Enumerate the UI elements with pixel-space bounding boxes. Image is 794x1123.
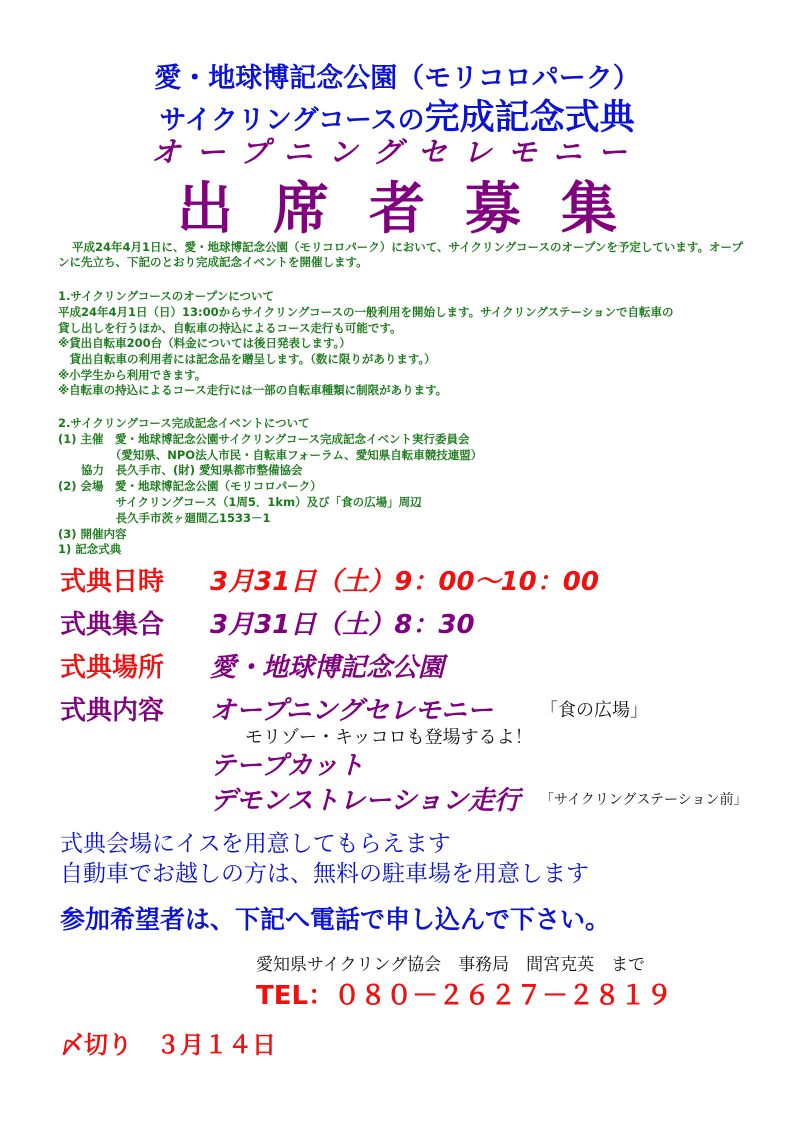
title-line-2-emphasis: 完成記念式典 — [424, 98, 635, 138]
section1-line: ※小学生から利用できます。 — [58, 368, 207, 382]
notice-chairs: 式典会場にイスを用意してもらえます — [60, 831, 451, 857]
content-item-opening-note: 「食の広場」 — [540, 700, 648, 721]
content-label: 式典内容 — [60, 696, 165, 726]
content-item-tapecut: テープカット — [210, 751, 365, 781]
section2-line: 1) 記念式典 — [58, 542, 122, 556]
page-title: 出席者募集 — [177, 177, 657, 242]
notice-parking: 自動車でお越しの方は、無料の駐車場を用意します — [60, 861, 589, 887]
section2-line: （愛知県、NPO法人市民・自転車フォーラム、愛知県自転車競技連盟） — [58, 448, 483, 462]
date-value: 3月31日（土）9：00～10：00 — [210, 567, 599, 597]
date-label: 式典日時 — [60, 567, 165, 597]
section2-line: (3) 開催内容 — [58, 527, 127, 541]
apply-headline: 参加希望者は、下記へ電話で申し込んで下さい。 — [60, 905, 611, 934]
section1-line: 平成24年4月1日（日）13:00からサイクリングコースの一般利用を開始します。サイクリングステーションで自転車の — [58, 305, 674, 319]
section1-line: ※貸出自転車200台（料金については後日発表します。） — [58, 336, 351, 350]
content-item-demo-note: 「サイクリングステーション前」 — [540, 792, 748, 808]
section1-line: 貸出自転車の利用者には記念品を贈呈します。（数に限りがあります。） — [58, 352, 436, 366]
gather-value: 3月31日（土）8：30 — [210, 610, 475, 640]
section2-line: 長久手市茨ヶ廻間乙1533－1 — [58, 511, 271, 525]
section2-title: 2.サイクリングコース完成記念イベントについて — [58, 416, 310, 430]
section2-line: (2) 会場 愛・地球博記念公園（モリコロパーク） — [58, 479, 322, 493]
phone-number: TEL：０８０－２６２７－２８１９ — [256, 981, 673, 1011]
title-line-2-prefix: サイクリングコースの — [159, 105, 425, 136]
gather-label: 式典集合 — [60, 610, 165, 640]
section2-line: 協力 長久手市、(財) 愛知県都市整備協会 — [58, 463, 303, 477]
contact-line: 愛知県サイクリング協会 事務局 間宮克英 まで — [256, 955, 646, 975]
deadline: 〆切り ３月１４日 — [60, 1031, 276, 1059]
content-item-demo: デモンストレーション走行 — [210, 786, 521, 816]
section2-line: (1) 主催 愛・地球博記念公園サイクリングコース完成記念イベント実行委員会 — [58, 432, 470, 446]
section1-line: ※自転車の持込によるコース走行には一部の自転車種類に制限があります。 — [58, 383, 448, 397]
place-value: 愛・地球博記念公園 — [210, 653, 445, 683]
section1-title: 1.サイクリングコースのオープンについて — [58, 289, 275, 303]
intro-paragraph: 平成24年4月1日に、愛・地球博記念公園（モリコロパーク）において、サイクリングコースのオープンを予定しています。オープンに先立ち、下記のとおり完成記念イベントを開催します。 — [58, 240, 743, 269]
section1-line: 貸し出しを行うほか、自転車の持込によるコース走行も可能です。 — [58, 321, 402, 335]
section2-line: サイクリングコース（1周5．1km）及び「食の広場」周辺 — [58, 495, 422, 509]
content-item-opening-sub: モリゾー・キッコロも登場するよ！ — [245, 727, 533, 748]
title-line-1: 愛・地球博記念公園（モリコロパーク） — [154, 63, 640, 94]
title-line-3: オープニングセレモニー — [151, 135, 643, 169]
content-item-opening: オープニングセレモニー — [210, 696, 493, 726]
place-label: 式典場所 — [60, 653, 165, 683]
